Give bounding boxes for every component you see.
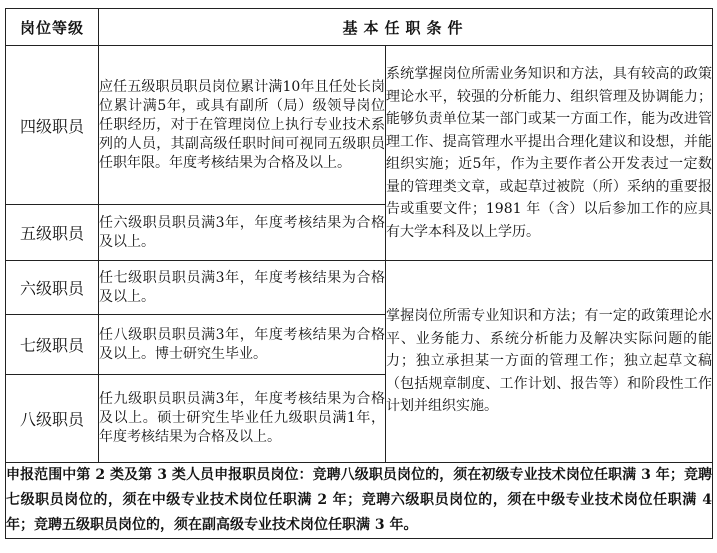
requirement-cell: 任六级职员职员满3年，年度考核结果为合格及以上。 [99, 205, 386, 261]
footer-note: 申报范围中第 2 类及第 3 类人员申报职员岗位：竞聘八级职员岗位的，须在初级专业技术岗位任职满 3 年；竞聘七级职员岗位的，须在中级专业技术岗位任职满 2 年；竞聘六级职员岗位的，须在中级专业技术岗位任职满 4 年；竞聘五级职员岗位的，须在副高级专业技术岗位任职满 3 年。 [6, 463, 713, 539]
level-cell: 六级职员 [6, 261, 99, 315]
requirement-cell: 任七级职员职员满3年，年度考核结果为合格及以上。 [99, 261, 386, 315]
table-row [6, 261, 713, 315]
level-cell: 四级职员 [6, 46, 99, 205]
level-cell: 七级职员 [6, 315, 99, 375]
requirement-cell: 应任五级职员职员岗位累计满10年且任处长岗位累计满5年，或具有副所（局）级领导岗位任职经历，对于在管理岗位上执行专业技术系列的人员，其副高级任职时间可视同五级职员任职年限。年度考核结果为合格及以上。 [99, 46, 386, 205]
footer-note-row [6, 463, 713, 539]
job-level-table [5, 8, 713, 539]
requirement-cell: 任九级职员职员满3年，年度考核结果为合格及以上。硕士研究生毕业任九级职员满1年，年度考核结果为合格及以上。 [99, 375, 386, 463]
header-conditions: 基本任职条件 [99, 9, 713, 46]
requirement-cell: 任八级职员职员满3年，年度考核结果为合格及以上。博士研究生毕业。 [99, 315, 386, 375]
table-header-row [6, 9, 713, 46]
conditions-lower-cell: 掌握岗位所需专业知识和方法；有一定的政策理论水平、业务能力、系统分析能力及解决实际问题的能力；独立承担某一方面的管理工作；独立起草文稿（包括规章制度、工作计划、报告等）和阶段性工作计划并组织实施。 [386, 261, 713, 463]
header-level: 岗位等级 [6, 9, 99, 46]
table-row [6, 46, 713, 205]
conditions-upper-cell: 系统掌握岗位所需业务知识和方法，具有较高的政策理论水平，较强的分析能力、组织管理及协调能力；能够负责单位某一部门或某一方面工作，能为改进管理工作、提高管理水平提出合理化建议和设想，并能组织实施；近5年，作为主要作者公开发表过一定数量的管理类文章，或起草过被院（所）采纳的重要报告或重要文件；1981 年（含）以后参加工作的应具有大学本科及以上学历。 [386, 46, 713, 261]
level-cell: 八级职员 [6, 375, 99, 463]
level-cell: 五级职员 [6, 205, 99, 261]
